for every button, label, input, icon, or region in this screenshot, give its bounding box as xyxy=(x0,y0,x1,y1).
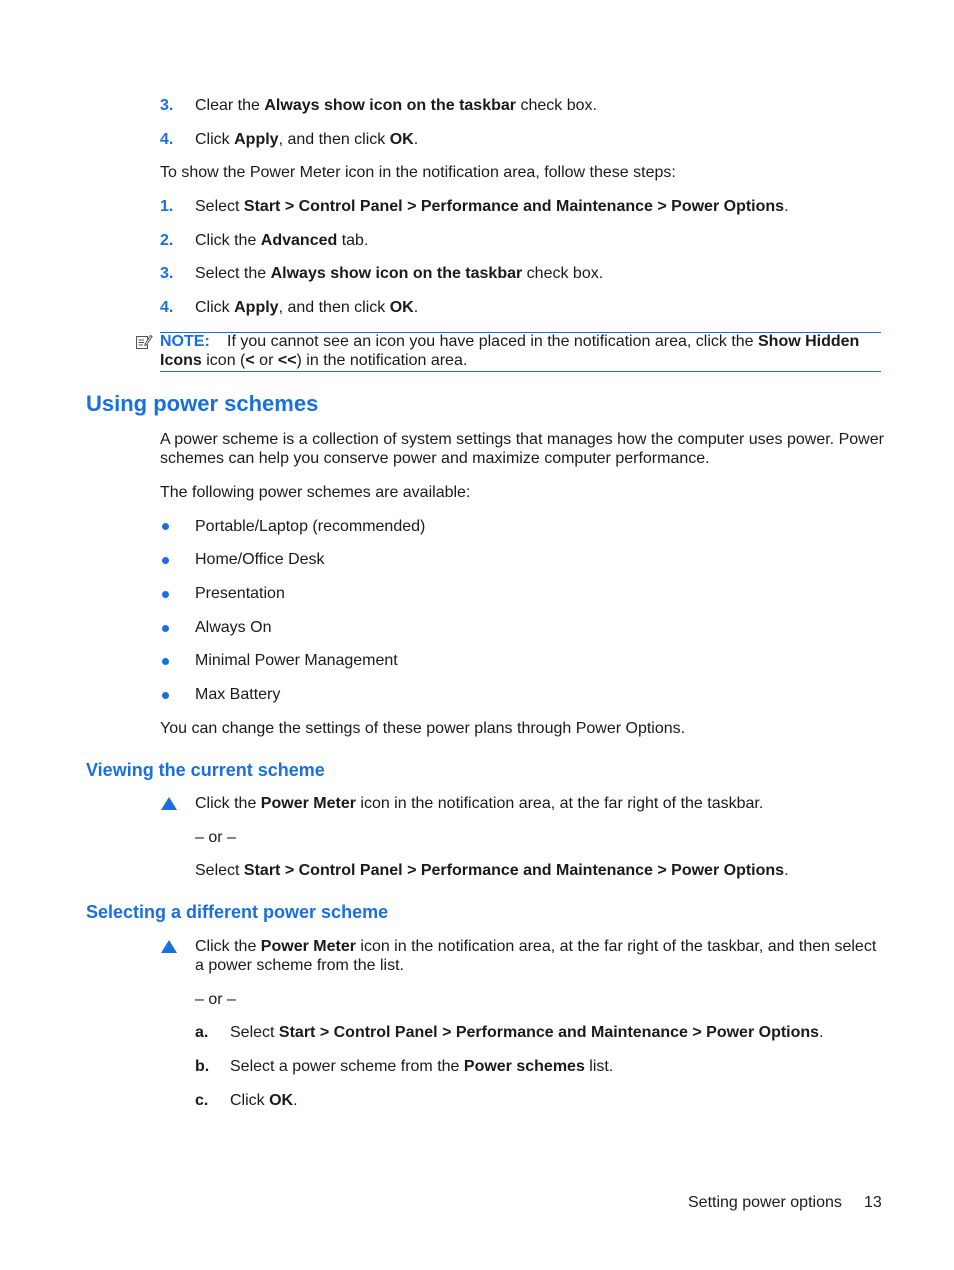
step-text-bold: Always show icon on the taskbar xyxy=(270,265,523,282)
step-text-pre: Click xyxy=(195,299,235,316)
step-text-bold: Start > Control Panel > Performance and Maintenance > Power Options xyxy=(243,862,785,879)
step-text-mid: , and then click xyxy=(278,299,390,316)
paragraph-line: A power scheme is a collection of system settings that manages how the computer uses power. Power xyxy=(160,431,884,448)
step-text-pre: Click xyxy=(195,131,235,148)
bullet-dot xyxy=(162,625,169,632)
section-heading: Using power schemes xyxy=(86,391,319,416)
list-item: Portable/Laptop (recommended) xyxy=(195,518,426,535)
step-text-post: icon in the notification area, at the far right of the taskbar. xyxy=(355,795,764,812)
step-number: 4. xyxy=(160,131,174,148)
paragraph-line: schemes can help you conserve power and maximize computer performance. xyxy=(160,450,710,467)
footer-title: Setting power options xyxy=(688,1194,842,1211)
note-text: or xyxy=(254,352,278,369)
step-text-bold: Power Meter xyxy=(260,938,356,955)
triangle-bullet-icon xyxy=(161,940,177,953)
substep-letter: b. xyxy=(195,1058,210,1075)
step-text-bold: Apply xyxy=(234,131,279,148)
subsection-heading: Viewing the current scheme xyxy=(86,760,325,780)
substep-text-post: list. xyxy=(584,1058,614,1075)
step-number: 2. xyxy=(160,232,174,249)
substep-text-bold: OK xyxy=(269,1092,294,1109)
list-item: Always On xyxy=(195,619,272,636)
note-text: If you cannot see an icon you have placed in the notification area, click the xyxy=(227,333,758,350)
substep-text xyxy=(230,1023,824,1042)
subsection-heading: Selecting a different power scheme xyxy=(86,902,389,922)
step-text-bold: Apply xyxy=(234,299,279,316)
step-item xyxy=(160,264,173,283)
list-item: Minimal Power Management xyxy=(195,652,398,669)
step-text-post: icon in the notification area, at the far right of the taskbar, and then select xyxy=(355,938,877,955)
step-text-bold2: OK xyxy=(389,299,414,316)
step-text-pre: Clear the xyxy=(195,97,265,114)
substep-text-pre: Click xyxy=(230,1092,270,1109)
step-text-post: check box. xyxy=(522,265,604,282)
bullet-dot xyxy=(162,557,169,564)
step-number: 3. xyxy=(160,97,174,114)
note-text: ) in the notification area. xyxy=(296,352,468,369)
substep-text-post: . xyxy=(293,1092,298,1109)
note-line-1 xyxy=(160,332,210,351)
step-text xyxy=(195,130,418,149)
step-item xyxy=(160,130,173,149)
or-separator: – or – xyxy=(195,829,236,846)
or-separator: – or – xyxy=(195,991,236,1008)
step-text-post: check box. xyxy=(516,97,597,114)
note-bold: Icons xyxy=(160,352,202,369)
substep-text-pre: Select a power scheme from the xyxy=(230,1058,464,1075)
bullet-dot xyxy=(162,692,169,699)
step-text-post: . xyxy=(413,299,419,316)
substep-text xyxy=(230,1091,298,1110)
step-text-bold: Start > Control Panel > Performance and Maintenance > Power Options xyxy=(243,198,785,215)
step-item xyxy=(160,96,173,115)
step-item xyxy=(160,231,173,250)
step-text-pre: Select xyxy=(195,198,244,215)
paragraph: You can change the settings of these power plans through Power Options. xyxy=(160,720,686,737)
step-text xyxy=(195,264,603,283)
step-text xyxy=(195,231,368,250)
step-text xyxy=(195,861,789,880)
step-text-bold: Always show icon on the taskbar xyxy=(264,97,516,114)
step-item xyxy=(160,197,173,216)
note-label: NOTE: xyxy=(160,333,210,350)
substep-letter: c. xyxy=(195,1092,209,1109)
triangle-bullet-icon xyxy=(161,797,177,810)
step-text-post: . xyxy=(784,862,789,879)
step-text-bold2: OK xyxy=(389,131,414,148)
paragraph: To show the Power Meter icon in the notification area, follow these steps: xyxy=(160,164,676,181)
step-text-mid: , and then click xyxy=(278,131,390,148)
note-text-line-1 xyxy=(227,332,859,351)
list-item: Home/Office Desk xyxy=(195,551,325,568)
bullet-dot xyxy=(162,591,169,598)
step-text xyxy=(195,298,418,317)
step-text xyxy=(195,794,763,813)
step-number: 3. xyxy=(160,265,174,282)
substep-text xyxy=(230,1057,613,1076)
step-text-pre: Click the xyxy=(195,938,261,955)
substep-text-post: . xyxy=(819,1024,824,1041)
bullet-dot xyxy=(162,658,169,665)
note-text-line-2 xyxy=(160,351,467,370)
note-pencil-icon xyxy=(135,333,153,351)
step-text-bold: Power Meter xyxy=(260,795,356,812)
step-text-pre: Click the xyxy=(195,232,261,249)
step-text-line-2: a power scheme from the list. xyxy=(195,957,404,974)
substep-letter: a. xyxy=(195,1024,209,1041)
step-text-post: . xyxy=(413,131,419,148)
note-bold: < xyxy=(245,352,255,369)
step-text-pre: Click the xyxy=(195,795,261,812)
note-bottom-rule xyxy=(160,371,881,372)
step-number: 1. xyxy=(160,198,174,215)
list-item: Max Battery xyxy=(195,686,281,703)
step-text xyxy=(195,96,597,115)
page-number: 13 xyxy=(864,1194,882,1211)
substep-text-bold: Start > Control Panel > Performance and Maintenance > Power Options xyxy=(278,1024,820,1041)
step-text-post: tab. xyxy=(337,232,369,249)
note-bold: Show Hidden xyxy=(758,333,860,350)
step-text-pre: Select xyxy=(195,862,244,879)
step-text xyxy=(195,197,789,216)
substep-text-pre: Select xyxy=(230,1024,279,1041)
substep-text-bold: Power schemes xyxy=(463,1058,585,1075)
step-item xyxy=(160,298,173,317)
step-number: 4. xyxy=(160,299,174,316)
step-text xyxy=(195,937,876,956)
list-item: Presentation xyxy=(195,585,285,602)
step-text-pre: Select the xyxy=(195,265,271,282)
note-bold: << xyxy=(277,352,297,369)
step-text-post: . xyxy=(784,198,789,215)
paragraph: The following power schemes are available: xyxy=(160,484,471,501)
note-text: icon ( xyxy=(201,352,246,369)
bullet-dot xyxy=(162,523,169,530)
step-text-bold: Advanced xyxy=(260,232,338,249)
